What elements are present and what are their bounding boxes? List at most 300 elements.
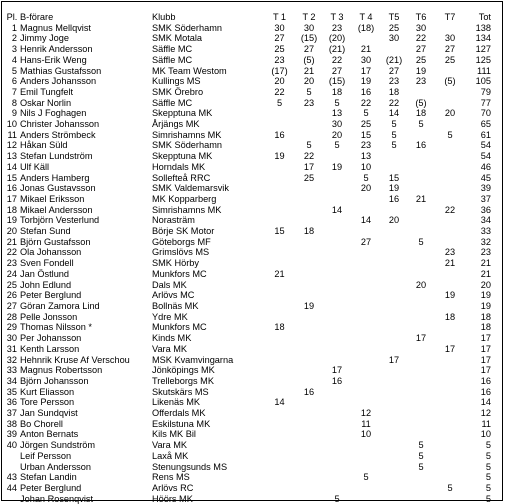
cell-t7 <box>435 87 465 98</box>
cell-t3 <box>323 419 351 430</box>
cell-t2 <box>295 472 323 483</box>
table-row <box>4 55 495 66</box>
cell-club: SMK Örebro <box>152 86 204 97</box>
cell-t5: 19 <box>388 183 400 194</box>
cell-place: 12 <box>6 140 17 151</box>
cell-t3: (21) <box>328 44 346 55</box>
cell-driver: Stefan Landin <box>20 472 77 483</box>
cell-t7 <box>435 472 465 483</box>
cell-t3 <box>323 387 351 398</box>
cell-t5 <box>381 376 407 387</box>
cell-t2 <box>295 408 323 419</box>
cell-t5: 23 <box>388 76 400 87</box>
cell-driver: Peter Berglund <box>20 290 82 301</box>
cell-t4 <box>351 387 381 398</box>
table-row <box>4 387 495 398</box>
cell-driver: Pelle Jonsson <box>20 311 78 322</box>
header-t3: T 3 <box>330 12 344 22</box>
table-row <box>4 494 495 504</box>
cell-t3 <box>323 173 351 184</box>
cell-t6 <box>407 87 435 98</box>
table-row <box>4 183 495 194</box>
cell-t4: 13 <box>360 151 372 162</box>
cell-total: 36 <box>480 204 491 215</box>
cell-place: 5 <box>11 65 17 76</box>
table-row <box>4 397 495 408</box>
cell-t6: 19 <box>415 65 427 76</box>
cell-t3 <box>323 280 351 291</box>
cell-t4 <box>351 33 381 44</box>
cell-t6 <box>407 290 435 301</box>
cell-t4 <box>351 269 381 280</box>
cell-t6 <box>407 215 435 226</box>
cell-t7: 19 <box>444 290 456 301</box>
cell-t1 <box>264 355 295 366</box>
cell-t2: 27 <box>303 44 315 55</box>
cell-t7 <box>435 365 465 376</box>
cell-t1 <box>264 301 295 312</box>
cell-t3: 27 <box>331 65 343 76</box>
cell-t2 <box>295 419 323 430</box>
cell-total: 16 <box>480 386 491 397</box>
cell-t2: 16 <box>303 386 315 397</box>
cell-driver: Björn Gustafsson <box>20 236 91 247</box>
cell-place <box>4 494 20 504</box>
cell-t7 <box>435 183 465 194</box>
cell-t6 <box>407 429 435 440</box>
cell-t5 <box>381 151 407 162</box>
cell-club: MK Kopparberg <box>152 193 217 204</box>
cell-t2: 23 <box>303 97 315 108</box>
cell-t7 <box>435 301 465 312</box>
cell-t3 <box>323 301 351 312</box>
cell-club: Säffle MC <box>152 44 193 55</box>
cell-t4: 23 <box>360 140 372 151</box>
cell-t4: 14 <box>360 215 372 226</box>
cell-t7 <box>435 66 465 77</box>
cell-place: 44 <box>6 482 17 493</box>
cell-total: 18 <box>480 322 491 333</box>
cell-club: MSK Kvamvingarna <box>152 354 234 365</box>
cell-t6: (5) <box>415 97 427 108</box>
cell-t4 <box>351 333 381 344</box>
cell-driver: Hehnrik Kruse Af Verschou <box>20 354 130 365</box>
cell-t1 <box>264 376 295 387</box>
cell-club: Rens MS <box>152 472 190 483</box>
table-row <box>4 33 495 44</box>
cell-t3 <box>323 408 351 419</box>
cell-club: Kinds MK <box>152 333 192 344</box>
cell-place: 27 <box>6 300 17 311</box>
cell-total: 23 <box>480 247 491 258</box>
cell-driver: Håkan Süld <box>20 140 68 151</box>
cell-t7 <box>435 280 465 291</box>
cell-t5 <box>381 494 407 504</box>
cell-t5: 16 <box>388 193 400 204</box>
cell-total: 16 <box>480 375 491 386</box>
cell-t3 <box>323 312 351 323</box>
cell-t5: 5 <box>391 119 397 130</box>
cell-place: 35 <box>6 386 17 397</box>
cell-total: 21 <box>480 268 491 279</box>
table-row <box>4 173 495 184</box>
cell-t6 <box>407 397 435 408</box>
cell-driver: Per Johansson <box>20 333 82 344</box>
cell-t6 <box>407 494 435 504</box>
table-row <box>4 23 495 34</box>
cell-t3: 5 <box>334 140 340 151</box>
cell-driver: Emil Tungfelt <box>20 86 74 97</box>
cell-t2: 18 <box>303 226 315 237</box>
cell-total: 17 <box>480 354 491 365</box>
table-row <box>4 440 495 451</box>
cell-place <box>4 462 20 473</box>
cell-t7 <box>435 162 465 173</box>
cell-place: 21 <box>6 236 17 247</box>
cell-club: Börje SK Motor <box>152 226 215 237</box>
cell-t4 <box>351 258 381 269</box>
cell-place: 43 <box>6 472 17 483</box>
cell-t4: 19 <box>360 76 372 87</box>
cell-club: Vara MK <box>152 440 188 451</box>
cell-t4: 5 <box>363 172 369 183</box>
cell-total: 46 <box>480 161 491 172</box>
cell-t1 <box>264 440 295 451</box>
cell-place: 7 <box>11 86 17 97</box>
cell-t6 <box>407 408 435 419</box>
cell-t2: 17 <box>303 161 315 172</box>
cell-t5: 15 <box>388 172 400 183</box>
cell-t6 <box>407 344 435 355</box>
cell-total: 65 <box>480 119 491 130</box>
cell-club: Norasträm <box>152 215 195 226</box>
cell-t1: (17) <box>271 65 288 76</box>
table-row <box>4 429 495 440</box>
cell-t1: 30 <box>274 22 285 33</box>
cell-t2 <box>295 215 323 226</box>
table-row <box>4 215 495 226</box>
cell-t3: 16 <box>331 375 343 386</box>
cell-t5 <box>381 44 407 55</box>
cell-t2 <box>295 333 323 344</box>
cell-club: Munkfors MC <box>152 268 207 279</box>
cell-t5: 25 <box>388 22 400 33</box>
cell-total: 70 <box>480 108 491 119</box>
cell-t5: 14 <box>388 108 400 119</box>
cell-t3 <box>323 215 351 226</box>
cell-t4: 10 <box>360 161 372 172</box>
cell-t6: 20 <box>415 279 427 290</box>
cell-t2 <box>295 205 323 216</box>
table-row <box>4 472 495 483</box>
cell-place: 19 <box>6 215 17 226</box>
cell-t4 <box>351 440 381 451</box>
cell-t3 <box>323 237 351 248</box>
cell-t4 <box>351 365 381 376</box>
cell-t2 <box>295 440 323 451</box>
cell-t2 <box>295 483 323 494</box>
cell-t4 <box>351 462 381 473</box>
cell-driver: Tore Persson <box>20 397 75 408</box>
cell-t3: 30 <box>331 119 343 130</box>
cell-club: Munkfors MC <box>152 322 207 333</box>
cell-place: 2 <box>11 33 17 44</box>
header-row <box>4 12 495 23</box>
cell-t2 <box>295 397 323 408</box>
cell-t2 <box>295 269 323 280</box>
cell-club: SMK Söderhamn <box>152 22 222 33</box>
cell-t2 <box>295 355 323 366</box>
table-row <box>4 301 495 312</box>
table-row <box>4 226 495 237</box>
cell-t4 <box>351 494 381 504</box>
cell-t3: 14 <box>331 204 343 215</box>
cell-total: 5 <box>485 472 491 483</box>
cell-t7: 20 <box>444 108 456 119</box>
cell-t2: 21 <box>303 65 315 76</box>
cell-total: 5 <box>485 482 491 493</box>
cell-t2 <box>295 462 323 473</box>
cell-place: 20 <box>6 226 17 237</box>
cell-t2: 19 <box>303 300 315 311</box>
cell-club: Likenäs MK <box>152 397 201 408</box>
cell-club: Horndals MK <box>152 161 206 172</box>
cell-t7 <box>435 98 465 109</box>
table-row <box>4 280 495 291</box>
cell-t4 <box>351 355 381 366</box>
cell-t2: 5 <box>306 140 312 151</box>
cell-t1: 23 <box>274 54 285 65</box>
cell-t1 <box>264 205 295 216</box>
cell-club: Sollefteå RRC <box>152 172 211 183</box>
cell-t3 <box>323 247 351 258</box>
cell-t7 <box>435 269 465 280</box>
cell-t3 <box>323 269 351 280</box>
cell-t1: 27 <box>274 33 285 44</box>
cell-club: Vara MK <box>152 343 188 354</box>
cell-t7: 5 <box>447 482 453 493</box>
cell-t1 <box>264 483 295 494</box>
cell-t3 <box>323 355 351 366</box>
cell-t3: 13 <box>331 108 343 119</box>
cell-t1 <box>264 258 295 269</box>
cell-driver: Leif Persson <box>20 450 72 461</box>
cell-t6: 5 <box>418 450 424 461</box>
cell-t1: 22 <box>274 86 285 97</box>
cell-driver: Ola Johansson <box>20 247 82 258</box>
cell-club: Kullings MS <box>152 76 201 87</box>
cell-t3: 5 <box>334 97 340 108</box>
cell-place: 32 <box>6 354 17 365</box>
cell-t7 <box>435 387 465 398</box>
cell-t1: 15 <box>274 226 285 237</box>
cell-t3 <box>323 226 351 237</box>
cell-place: 17 <box>6 193 17 204</box>
cell-t5 <box>381 162 407 173</box>
cell-t5 <box>381 258 407 269</box>
cell-t2: 22 <box>303 151 315 162</box>
cell-place: 10 <box>6 119 17 130</box>
table-row <box>4 130 495 141</box>
cell-t6 <box>407 376 435 387</box>
table-row <box>4 290 495 301</box>
table-row <box>4 258 495 269</box>
cell-club: SMK Hörby <box>152 258 199 269</box>
cell-club: Säffle MC <box>152 54 193 65</box>
table-row <box>4 108 495 119</box>
cell-t5: 22 <box>388 97 400 108</box>
cell-t1 <box>264 387 295 398</box>
cell-t5 <box>381 451 407 462</box>
cell-club: Laxå MK <box>152 450 189 461</box>
cell-t4: 15 <box>360 129 372 140</box>
cell-club: Skepptuna MK <box>152 151 213 162</box>
cell-t2 <box>295 494 323 504</box>
cell-t1 <box>264 419 295 430</box>
cell-place: 8 <box>11 97 17 108</box>
cell-driver: Nils J Foghagen <box>20 108 87 119</box>
cell-t5 <box>381 333 407 344</box>
cell-t1 <box>264 247 295 258</box>
cell-t3 <box>323 451 351 462</box>
cell-t6 <box>407 269 435 280</box>
cell-total: 37 <box>480 193 491 204</box>
cell-t4 <box>351 290 381 301</box>
cell-t2 <box>295 451 323 462</box>
cell-t6: 21 <box>415 193 427 204</box>
cell-t2 <box>295 194 323 205</box>
cell-total: 34 <box>480 215 491 226</box>
cell-driver: Mikael Andersson <box>20 204 93 215</box>
cell-t4 <box>351 376 381 387</box>
cell-place: 25 <box>6 279 17 290</box>
table-row <box>4 151 495 162</box>
cell-t5: (21) <box>385 54 403 65</box>
cell-place: 22 <box>6 247 17 258</box>
cell-t3: 23 <box>331 22 343 33</box>
cell-t3: (20) <box>328 33 346 44</box>
table-row <box>4 119 495 130</box>
cell-t7 <box>435 376 465 387</box>
cell-t7 <box>435 419 465 430</box>
cell-club: MK Team Westom <box>152 65 227 76</box>
cell-club: Jönköpings MK <box>152 365 215 376</box>
cell-t5 <box>381 226 407 237</box>
cell-t1: 20 <box>274 76 285 87</box>
cell-t3: (15) <box>328 76 346 87</box>
cell-driver: Hans-Erik Weng <box>20 54 87 65</box>
cell-t3: 5 <box>334 493 340 504</box>
cell-t5 <box>381 290 407 301</box>
cell-t5 <box>381 312 407 323</box>
cell-t3: 19 <box>331 161 343 172</box>
cell-t1: 21 <box>274 268 285 279</box>
cell-club: Arlövs RC <box>152 482 194 493</box>
cell-t5 <box>381 408 407 419</box>
cell-club: SMK Motala <box>152 33 203 44</box>
table-row <box>4 419 495 430</box>
cell-t2 <box>295 183 323 194</box>
cell-t4 <box>351 226 381 237</box>
cell-total: 54 <box>480 151 491 162</box>
cell-driver: Thomas Nilsson * <box>20 322 92 333</box>
cell-t4: 12 <box>360 408 372 419</box>
cell-t1 <box>264 344 295 355</box>
cell-t3: 20 <box>331 129 343 140</box>
cell-place: 36 <box>6 397 17 408</box>
cell-t7 <box>435 462 465 473</box>
cell-t2 <box>295 344 323 355</box>
cell-driver: Torbjörn Vesterlund <box>20 215 100 226</box>
cell-place: 40 <box>6 440 17 451</box>
table-row <box>4 333 495 344</box>
cell-t1: 14 <box>274 397 285 408</box>
cell-place: 28 <box>6 311 17 322</box>
cell-t4: 5 <box>363 108 369 119</box>
cell-driver: Bo Chorell <box>20 418 63 429</box>
cell-t4: 21 <box>360 44 372 55</box>
cell-driver: Jan Östlund <box>20 268 70 279</box>
cell-t6 <box>407 173 435 184</box>
cell-t7 <box>435 408 465 419</box>
cell-t6 <box>407 205 435 216</box>
cell-t2: 30 <box>303 22 315 33</box>
header-driver: B-förare <box>20 12 54 22</box>
cell-t2 <box>295 108 323 119</box>
cell-place: 9 <box>11 108 17 119</box>
cell-total: 21 <box>480 258 491 269</box>
cell-t3 <box>323 151 351 162</box>
cell-total: 77 <box>480 97 491 108</box>
cell-t6 <box>407 247 435 258</box>
cell-place: 16 <box>6 183 17 194</box>
cell-t3 <box>323 344 351 355</box>
cell-t1 <box>264 472 295 483</box>
cell-t1 <box>264 280 295 291</box>
cell-place: 11 <box>7 129 17 140</box>
cell-t6 <box>407 355 435 366</box>
table-row <box>4 66 495 77</box>
header-total: Tot <box>478 12 491 22</box>
cell-t5 <box>381 280 407 291</box>
table-row <box>4 376 495 387</box>
cell-driver: Jan Sundqvist <box>20 408 78 419</box>
cell-t1 <box>264 312 295 323</box>
cell-t4: 5 <box>363 472 369 483</box>
cell-driver: Magnus Robertsson <box>20 365 103 376</box>
table-row <box>4 365 495 376</box>
cell-total: 19 <box>480 290 491 301</box>
table-row <box>4 322 495 333</box>
cell-total: 45 <box>480 172 491 183</box>
cell-driver: Sven Fondell <box>20 258 74 269</box>
cell-t4: (18) <box>357 22 375 33</box>
cell-place: 26 <box>6 290 17 301</box>
cell-t1 <box>264 429 295 440</box>
cell-driver: Christer Johansson <box>20 119 100 130</box>
cell-club: SMK Valdemarsvik <box>152 183 229 194</box>
cell-t7: 23 <box>444 247 456 258</box>
cell-t7: 27 <box>444 44 456 55</box>
cell-place: 38 <box>6 418 17 429</box>
cell-t3 <box>323 397 351 408</box>
cell-t3 <box>323 333 351 344</box>
cell-driver: Anders Strömbeck <box>20 129 96 140</box>
cell-t2 <box>295 376 323 387</box>
cell-total: 54 <box>480 140 491 151</box>
table-row <box>4 408 495 419</box>
cell-t3: 18 <box>331 86 343 97</box>
